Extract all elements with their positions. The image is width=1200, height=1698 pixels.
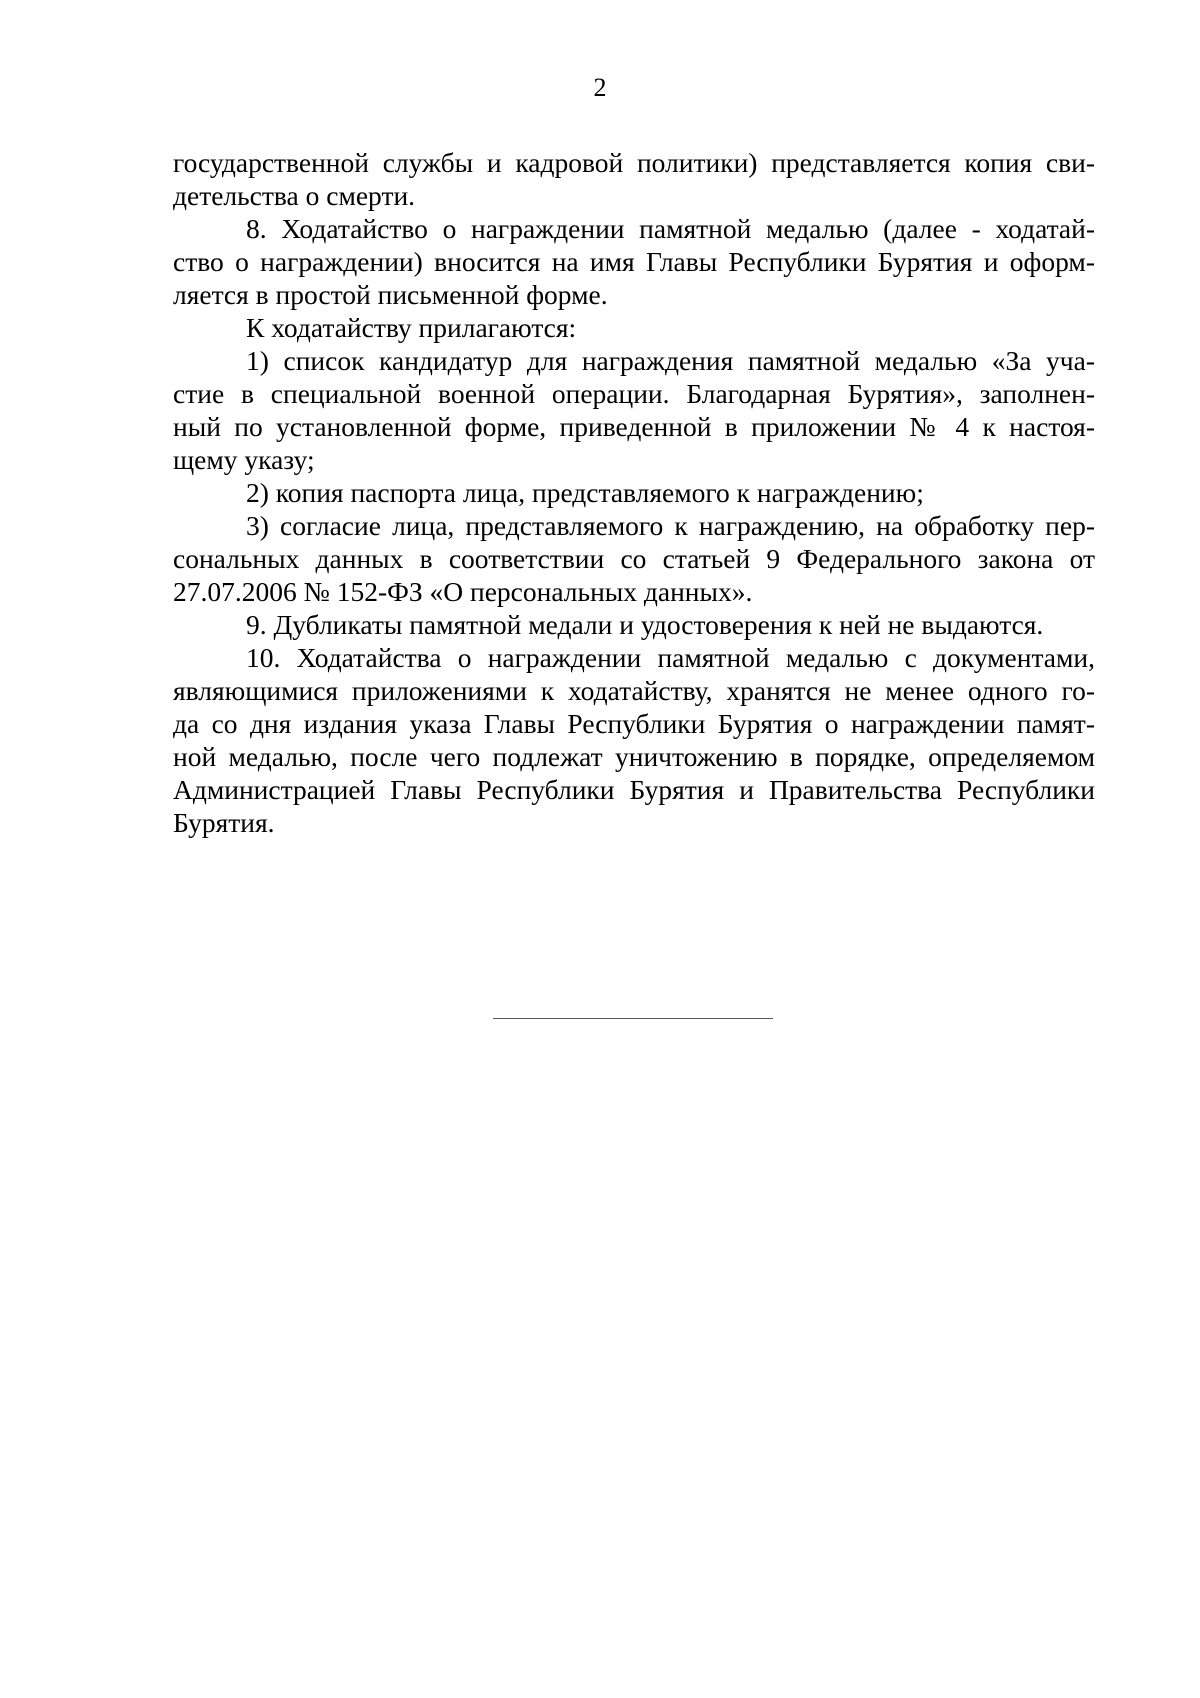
- page-number: 2: [593, 73, 607, 102]
- text-line: да со дня издания указа Главы Республики Бурятия о награждении памят-: [173, 708, 1095, 739]
- document-body: [173, 146, 1095, 839]
- text-line: 9. Дубликаты памятной медали и удостоверения к ней не выдаются.: [246, 609, 1044, 640]
- text-line: 3) согласие лица, представляемого к награждению, на обработку пер-: [246, 510, 1095, 541]
- text-line: 8. Ходатайство о награждении памятной медалью (далее - ходатай-: [246, 213, 1095, 244]
- text-line: являющимися приложениями к ходатайству, хранятся не менее одного го-: [173, 675, 1095, 706]
- text-line: стие в специальной военной операции. Благодарная Бурятия», заполнен-: [173, 378, 1095, 409]
- text-line: ство о награждении) вносится на имя Главы Республики Бурятия и оформ-: [173, 246, 1095, 277]
- text-line: ный по установленной форме, приведенной в приложении № 4 к настоя-: [173, 411, 1095, 442]
- text-line: ляется в простой письменной форме.: [173, 279, 608, 310]
- text-line: К ходатайству прилагаются:: [246, 312, 577, 343]
- text-line: 10. Ходатайства о награждении памятной медалью с документами,: [246, 642, 1095, 673]
- text-line: Бурятия.: [173, 807, 275, 838]
- text-line: государственной службы и кадровой политики) представляется копия сви-: [173, 147, 1095, 178]
- text-line: ной медалью, после чего подлежат уничтожению в порядке, определяемом: [173, 741, 1095, 772]
- text-line: детельства о смерти.: [173, 180, 416, 211]
- text-line: щему указу;: [173, 444, 315, 475]
- text-line: сональных данных в соответствии со статьей 9 Федерального закона от: [173, 543, 1095, 574]
- text-line: 2) копия паспорта лица, представляемого к награждению;: [246, 477, 924, 508]
- text-line: 1) список кандидатур для награждения памятной медалью «За уча-: [246, 345, 1095, 376]
- text-line: Администрацией Главы Республики Бурятия и Правительства Республики: [173, 774, 1095, 805]
- text-line: 27.07.2006 № 152-ФЗ «О персональных данных».: [173, 576, 753, 607]
- end-separator-line: [493, 1018, 773, 1019]
